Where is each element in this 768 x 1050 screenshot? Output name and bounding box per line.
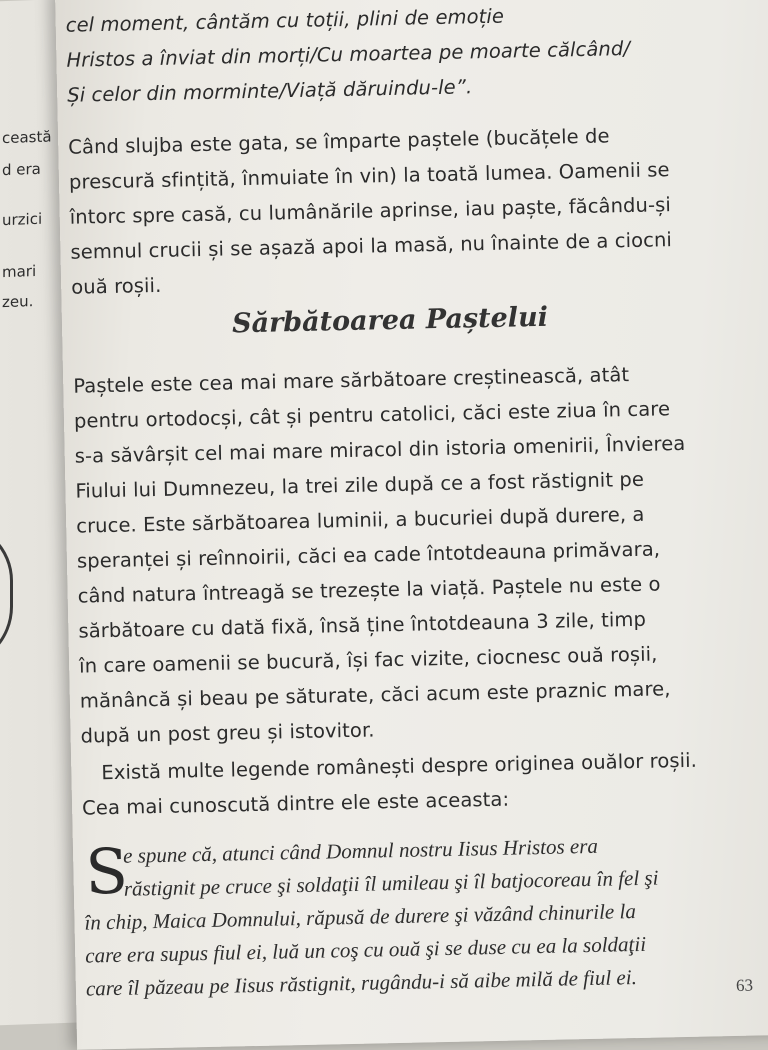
paragraph-line: prescură sfințită, înmuiate în vin) la toată lumea. Oamenii se	[68, 158, 670, 194]
header-ornament-icon	[155, 0, 215, 4]
intro-line: cel moment, cântăm cu toții, plini de emoție	[65, 4, 505, 37]
left-page-word: mari	[2, 261, 37, 282]
section-title: Sărbătoarea Paștelui	[231, 301, 549, 340]
book-page	[55, 0, 768, 1050]
paragraph-line: speranței și reînnoirii, căci ea cade întotdeauna primăvara,	[76, 537, 661, 573]
paragraph-line: după un post greu și istovitor.	[80, 718, 375, 748]
paragraph-line: în care oamenii se bucură, își fac vizite, ciocnesc ouă roșii,	[78, 642, 658, 678]
paragraph-line: cruce. Este sărbătoarea luminii, a bucuriei după durere, a	[75, 502, 645, 538]
legend-line: care îl păzeau pe Iisus răstignit, rugându-i să aibe milă de fiul ei.	[85, 965, 638, 1001]
left-page-word: d era	[2, 159, 41, 180]
intro-line: Și celor din morminte/Viață dăruindu-le”.	[66, 75, 473, 107]
left-page-word: urzici	[2, 209, 43, 230]
left-page-word: zeu.	[2, 292, 34, 312]
paragraph-line: Există multe legende românești despre originea ouălor roșii.	[101, 748, 698, 785]
left-page-word: ceastă	[2, 127, 52, 148]
paragraph-line: Cea mai cunoscută dintre ele este aceasta:	[81, 787, 510, 820]
legend-line: care era supus fiul ei, luă un coş cu ouă şi se duse cu ea la soldaţii	[84, 931, 647, 968]
legend-line: e spune că, atunci când Domnul nostru Iisus Hristos era	[122, 833, 599, 868]
paragraph-line: pentru ortodocși, cât și pentru catolici, căci este ziua în care	[73, 397, 671, 433]
drop-cap: S	[84, 834, 129, 909]
legend-line: răstignit pe cruce şi soldaţii îl umileau şi îl batjocoreau în fel şi	[123, 865, 659, 901]
legend-line: în chip, Maica Domnului, răpusă de durere şi văzând chinurile la	[84, 899, 637, 935]
paragraph-line: Fiului lui Dumnezeu, la trei zile după ce a fost răstignit pe	[75, 467, 645, 503]
paragraph-line: s-a săvârșit cel mai mare miracol din istoria omenirii, Învierea	[74, 431, 686, 468]
paragraph-line: Paștele este cea mai mare sărbătoare creștinească, atât	[73, 363, 630, 398]
page-number: 63	[735, 975, 754, 995]
paragraph-line: ouă roșii.	[70, 273, 162, 299]
paragraph-line: Când slujba este gata, se împarte paștele (bucățele de	[68, 124, 610, 159]
decorative-frame-icon	[0, 521, 13, 671]
paragraph-line: întorc spre casă, cu lumânările aprinse, iau paște, făcându-și	[69, 193, 672, 229]
paragraph-line: semnul crucii și se așază apoi la masă, nu înainte de a ciocni	[70, 228, 673, 264]
intro-line: Hristos a înviat din morți/Cu moartea pe moarte călcând/	[66, 36, 631, 72]
paragraph-line: sărbătoare cu dată fixă, însă ține întotdeauna 3 zile, timp	[78, 607, 647, 643]
paragraph-line: când natura întreagă se trezește la viață. Paștele nu este o	[77, 572, 661, 608]
paragraph-line: mănâncă și beau pe săturate, căci acum este praznic mare,	[79, 677, 671, 713]
